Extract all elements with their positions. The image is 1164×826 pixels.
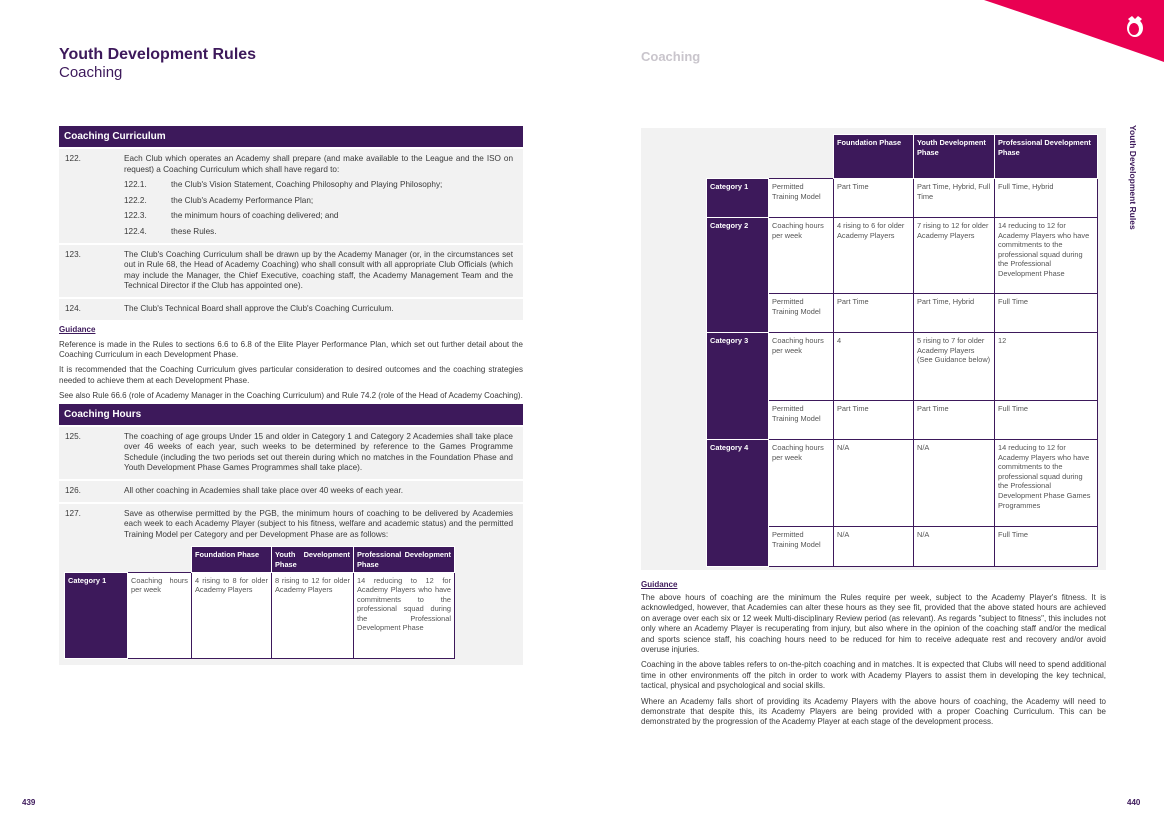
rule-number: 126. [65,485,81,495]
rule-124 [59,299,523,320]
table-cell: Part Time [834,294,914,333]
table-cell: Full Time [995,527,1098,567]
table-header: Foundation Phase [834,135,914,179]
table-cell: Part Time, Hybrid, Full Time [914,179,995,218]
rule-text: Each Club which operates an Academy shall prepare (and make available to the League and the ISO on request) a Coaching Curriculum which shall have regard to: [124,154,513,174]
coaching-curriculum-heading: Coaching Curriculum [59,126,523,147]
table-cell: N/A [914,440,995,527]
left-column [59,126,523,667]
row-label: Permitted Training Model [769,401,834,440]
table-cell: 4 [834,333,914,401]
rule-number: 125. [65,431,81,441]
table-header: Youth Development Phase [914,135,995,179]
row-label: Coaching hours per week [769,333,834,401]
table-cell: Full Time, Hybrid [995,179,1098,218]
sub-rule [124,211,513,222]
guidance-paragraph: It is recommended that the Coaching Curriculum gives particular consideration to desired outcomes and the coaching strategies needed to achieve them at each Development Phase. [59,365,523,385]
table-header: Professional Development Phase [354,547,455,572]
table-cell: Part Time [834,401,914,440]
row-label: Coaching hours per week [128,572,192,658]
sub-rule [124,180,513,191]
row-label: Permitted Training Model [769,527,834,567]
coaching-hours-table-right [706,134,1098,567]
category-cell [707,527,769,567]
corner-accent [984,0,1164,70]
category-cell: Category 1 [65,572,128,658]
guidance-heading: Guidance [641,580,678,589]
guidance-heading: Guidance [59,324,96,334]
row-label: Permitted Training Model [769,294,834,333]
rule-number: 123. [65,249,81,259]
page-title: Youth Development Rules [59,46,257,63]
table-cell: 14 reducing to 12 for Academy Players who have commitments to the professional squad during the Professional Development Phase [354,572,455,658]
coaching-hours-heading: Coaching Hours [59,404,523,425]
table-cell: 12 [995,333,1098,401]
guidance-paragraph: Where an Academy falls short of providing its Academy Players with the above hours of coaching, the Academy will need to demonstrate that despite this, its Academy Players are being provided with a proper Coaching Curriculum. This can be demonstrated by the progression of the Academy Player at each stage of the development process. [641,696,1106,727]
guidance-paragraph: See also Rule 66.6 (role of Academy Manager in the Coaching Curriculum) and Rule 74.2 (role of the Head of Academy Coaching). [59,391,523,401]
sub-rule [124,227,513,238]
rule-text: All other coaching in Academies shall take place over 40 weeks of each year. [124,485,403,495]
row-label: Coaching hours per week [769,218,834,294]
rule-text: The Club's Technical Board shall approve the Club's Coaching Curriculum. [124,303,394,313]
table-header: Professional Development Phase [995,135,1098,179]
rule-125 [59,427,523,479]
table-cell: 14 reducing to 12 for Academy Players who have commitments to the professional squad during the Professional Development Phase Games Programmes [995,440,1098,527]
rule-text: Save as otherwise permitted by the PGB, the minimum hours of coaching to be delivered by Academies each week to each Academy Player (subject to his fitness, welfare and academic status) and the permitted Training Model per Category and per Development Phase are as follows: [124,508,513,539]
right-guidance [641,580,1106,728]
guidance-paragraph: The above hours of coaching are the minimum the Rules require per week, subject to the Academy Player's fitness. It is acknowledged, however, that Academies can alter these hours as they see fit, provided that the above stated hours are achieved on average over each six or 12 week Multi-disciplinary Review period (as relevant). As regards "subject to fitness", this includes not only where an Academy Player is recuperating from injury, but also where in the opinion of the coaching staff and/or the medical and sports science staff, his coaching hours need to be reduced for him to receive adequate rest and recovery and/or avoid overuse injuries. [641,593,1106,655]
table-cell: 7 rising to 12 for older Academy Players [914,218,995,294]
category-cell: Category 3 [707,333,769,401]
category-cell [707,401,769,440]
table-cell: Part Time, Hybrid [914,294,995,333]
sub-rule-text: these Rules. [171,226,217,236]
page-number-right: 440 [1127,798,1141,807]
table-cell: Full Time [995,401,1098,440]
rule-text: The coaching of age groups Under 15 and older in Category 1 and Category 2 Academies shall take place over 46 weeks of each year, such weeks to be determined by reference to the Games Programme Schedule (including the two periods set out therein during which no matches in the Foundation Phase and Youth Development Phase Games Programmes shall take place). [124,431,513,473]
guidance-paragraph: Reference is made in the Rules to sections 6.6 to 6.8 of the Elite Player Performance Plan, which set out further detail about the Coaching Curriculum in each Development Phase. [59,339,523,359]
category-cell [707,294,769,333]
lion-crest-icon [1127,16,1143,37]
table-cell: 14 reducing to 12 for Academy Players who have commitments to the professional squad during the Professional Development Phase [995,218,1098,294]
vertical-section-label: Youth Development Rules [1128,125,1138,230]
sub-rule-number: 122.3. [124,211,147,221]
table-cell: 4 rising to 8 for older Academy Players [192,572,272,658]
table-header: Foundation Phase [192,547,272,572]
rule-number: 127. [65,508,81,518]
rule-122 [59,149,523,243]
guidance-paragraph: Coaching in the above tables refers to on-the-pitch coaching and in matches. It is expected that Clubs will need to spend additional time in other environments off the pitch in order to work with Academy Players to assist them in developing the key technical, tactical, physical and psychological and social skills. [641,660,1106,691]
sub-rule-number: 122.2. [124,195,147,205]
category-cell: Category 1 [707,179,769,218]
table-cell: 8 rising to 12 for older Academy Players [272,572,354,658]
table-cell: N/A [834,527,914,567]
sub-rule-number: 122.4. [124,226,147,236]
sub-rule [124,196,513,207]
category-cell: Category 4 [707,440,769,527]
table-cell: 5 rising to 7 for older Academy Players (See Guidance below) [914,333,995,401]
coaching-hours-table-left [64,546,455,658]
right-page-heading: Coaching [641,49,701,64]
table-cell: Part Time [834,179,914,218]
sub-rule-text: the minimum hours of coaching delivered; and [171,211,339,221]
table-cell: 4 rising to 6 for older Academy Players [834,218,914,294]
table-header: Youth Development Phase [272,547,354,572]
rule-number: 122. [65,154,81,163]
rule-126 [59,481,523,502]
table-cell: Full Time [995,294,1098,333]
rule-127 [59,504,523,665]
row-label: Permitted Training Model [769,179,834,218]
page-subtitle: Coaching [59,64,123,81]
page-number-left: 439 [22,798,36,807]
rule-number: 124. [65,303,81,313]
rule-123 [59,245,523,297]
table-cell: Part Time [914,401,995,440]
row-label: Coaching hours per week [769,440,834,527]
rule-text: The Club's Coaching Curriculum shall be drawn up by the Academy Manager (or, in the circumstances set out in Rule 68, the Head of Academy Coaching) who shall consult with all appropriate Club Officials (which may include the Manager, the Chief Executive, coaching staff, the Academy Management Team and the Technical Director if the Club has appointed one). [124,249,513,291]
sub-rule-text: the Club's Vision Statement, Coaching Philosophy and Playing Philosophy; [171,180,443,190]
category-cell: Category 2 [707,218,769,294]
table-cell: N/A [914,527,995,567]
sub-rule-number: 122.1. [124,180,147,190]
right-table-panel [641,128,1106,570]
table-cell: N/A [834,440,914,527]
sub-rule-text: the Club's Academy Performance Plan; [171,195,314,205]
